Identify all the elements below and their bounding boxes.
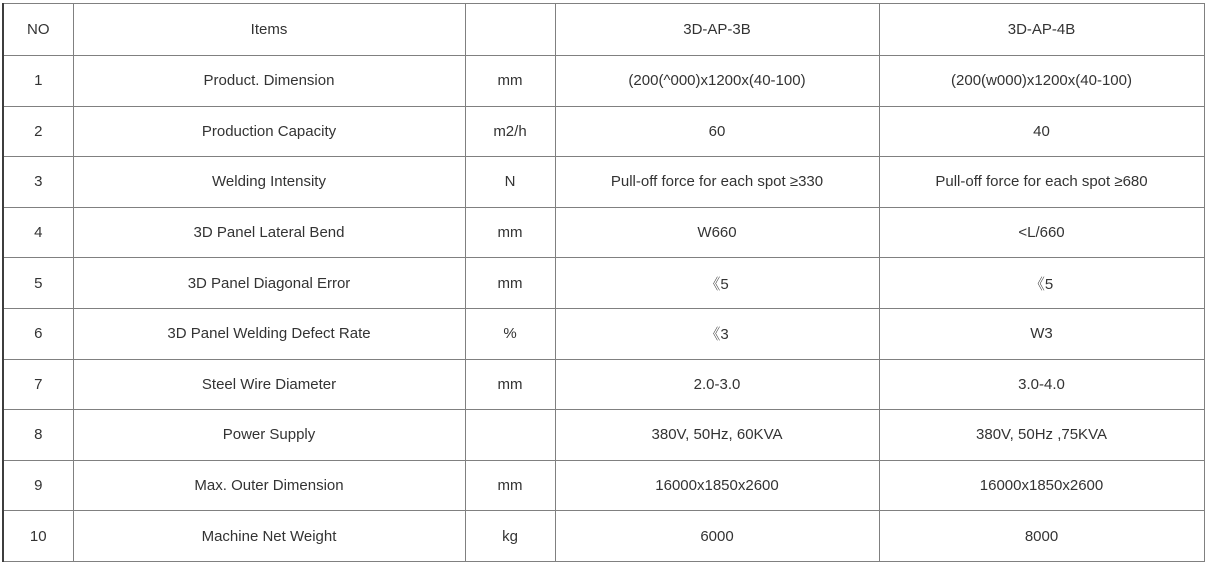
cell-item: 3D Panel Lateral Bend bbox=[73, 207, 465, 258]
table-row bbox=[3, 308, 1204, 359]
cell-item: Machine Net Weight bbox=[73, 511, 465, 562]
cell-ap3b: W660 bbox=[555, 207, 879, 258]
cell-unit: m2/h bbox=[465, 106, 555, 157]
cell-ap3b: 2.0-3.0 bbox=[555, 359, 879, 410]
header-model-3d-ap-3b: 3D-AP-3B bbox=[555, 4, 879, 56]
spec-table bbox=[2, 3, 1205, 562]
cell-unit: % bbox=[465, 308, 555, 359]
cell-item: Welding Intensity bbox=[73, 157, 465, 208]
cell-no: 7 bbox=[3, 359, 73, 410]
table-row bbox=[3, 511, 1204, 562]
header-row bbox=[3, 4, 1204, 56]
cell-no: 4 bbox=[3, 207, 73, 258]
cell-no: 2 bbox=[3, 106, 73, 157]
cell-ap4b: 380V, 50Hz ,75KVA bbox=[879, 410, 1204, 461]
cell-ap4b: 3.0-4.0 bbox=[879, 359, 1204, 410]
header-model-3d-ap-4b: 3D-AP-4B bbox=[879, 4, 1204, 56]
table-row bbox=[3, 359, 1204, 410]
cell-item: 3D Panel Welding Defect Rate bbox=[73, 308, 465, 359]
cell-ap4b: W3 bbox=[879, 308, 1204, 359]
cell-unit: mm bbox=[465, 460, 555, 511]
table-row bbox=[3, 106, 1204, 157]
spec-table-body bbox=[3, 56, 1204, 562]
cell-item: 3D Panel Diagonal Error bbox=[73, 258, 465, 309]
table-row bbox=[3, 460, 1204, 511]
cell-no: 6 bbox=[3, 308, 73, 359]
cell-unit: kg bbox=[465, 511, 555, 562]
cell-no: 8 bbox=[3, 410, 73, 461]
cell-unit: mm bbox=[465, 258, 555, 309]
cell-ap4b: 8000 bbox=[879, 511, 1204, 562]
cell-ap4b: Pull-off force for each spot ≥680 bbox=[879, 157, 1204, 208]
header-unit bbox=[465, 4, 555, 56]
cell-ap3b: 《3 bbox=[555, 308, 879, 359]
cell-no: 1 bbox=[3, 56, 73, 107]
header-no: NO bbox=[3, 4, 73, 56]
cell-item: Max. Outer Dimension bbox=[73, 460, 465, 511]
cell-ap3b: 60 bbox=[555, 106, 879, 157]
cell-no: 9 bbox=[3, 460, 73, 511]
cell-unit: N bbox=[465, 157, 555, 208]
cell-ap3b: Pull-off force for each spot ≥330 bbox=[555, 157, 879, 208]
table-row bbox=[3, 207, 1204, 258]
cell-unit bbox=[465, 410, 555, 461]
cell-no: 5 bbox=[3, 258, 73, 309]
cell-item: Production Capacity bbox=[73, 106, 465, 157]
table-row bbox=[3, 56, 1204, 107]
cell-ap3b: 《5 bbox=[555, 258, 879, 309]
cell-ap3b: 6000 bbox=[555, 511, 879, 562]
cell-ap4b: <L/660 bbox=[879, 207, 1204, 258]
header-items: Items bbox=[73, 4, 465, 56]
cell-ap3b: (200(^000)x1200x(40-100) bbox=[555, 56, 879, 107]
cell-ap3b: 380V, 50Hz, 60KVA bbox=[555, 410, 879, 461]
cell-ap4b: 40 bbox=[879, 106, 1204, 157]
cell-no: 3 bbox=[3, 157, 73, 208]
cell-item: Steel Wire Diameter bbox=[73, 359, 465, 410]
cell-item: Product. Dimension bbox=[73, 56, 465, 107]
table-row bbox=[3, 410, 1204, 461]
cell-ap4b: 《5 bbox=[879, 258, 1204, 309]
cell-item: Power Supply bbox=[73, 410, 465, 461]
cell-no: 10 bbox=[3, 511, 73, 562]
table-row bbox=[3, 258, 1204, 309]
cell-unit: mm bbox=[465, 207, 555, 258]
table-row bbox=[3, 157, 1204, 208]
cell-ap4b: (200(w000)x1200x(40-100) bbox=[879, 56, 1204, 107]
cell-ap3b: 16000x1850x2600 bbox=[555, 460, 879, 511]
cell-unit: mm bbox=[465, 56, 555, 107]
cell-unit: mm bbox=[465, 359, 555, 410]
cell-ap4b: 16000x1850x2600 bbox=[879, 460, 1204, 511]
